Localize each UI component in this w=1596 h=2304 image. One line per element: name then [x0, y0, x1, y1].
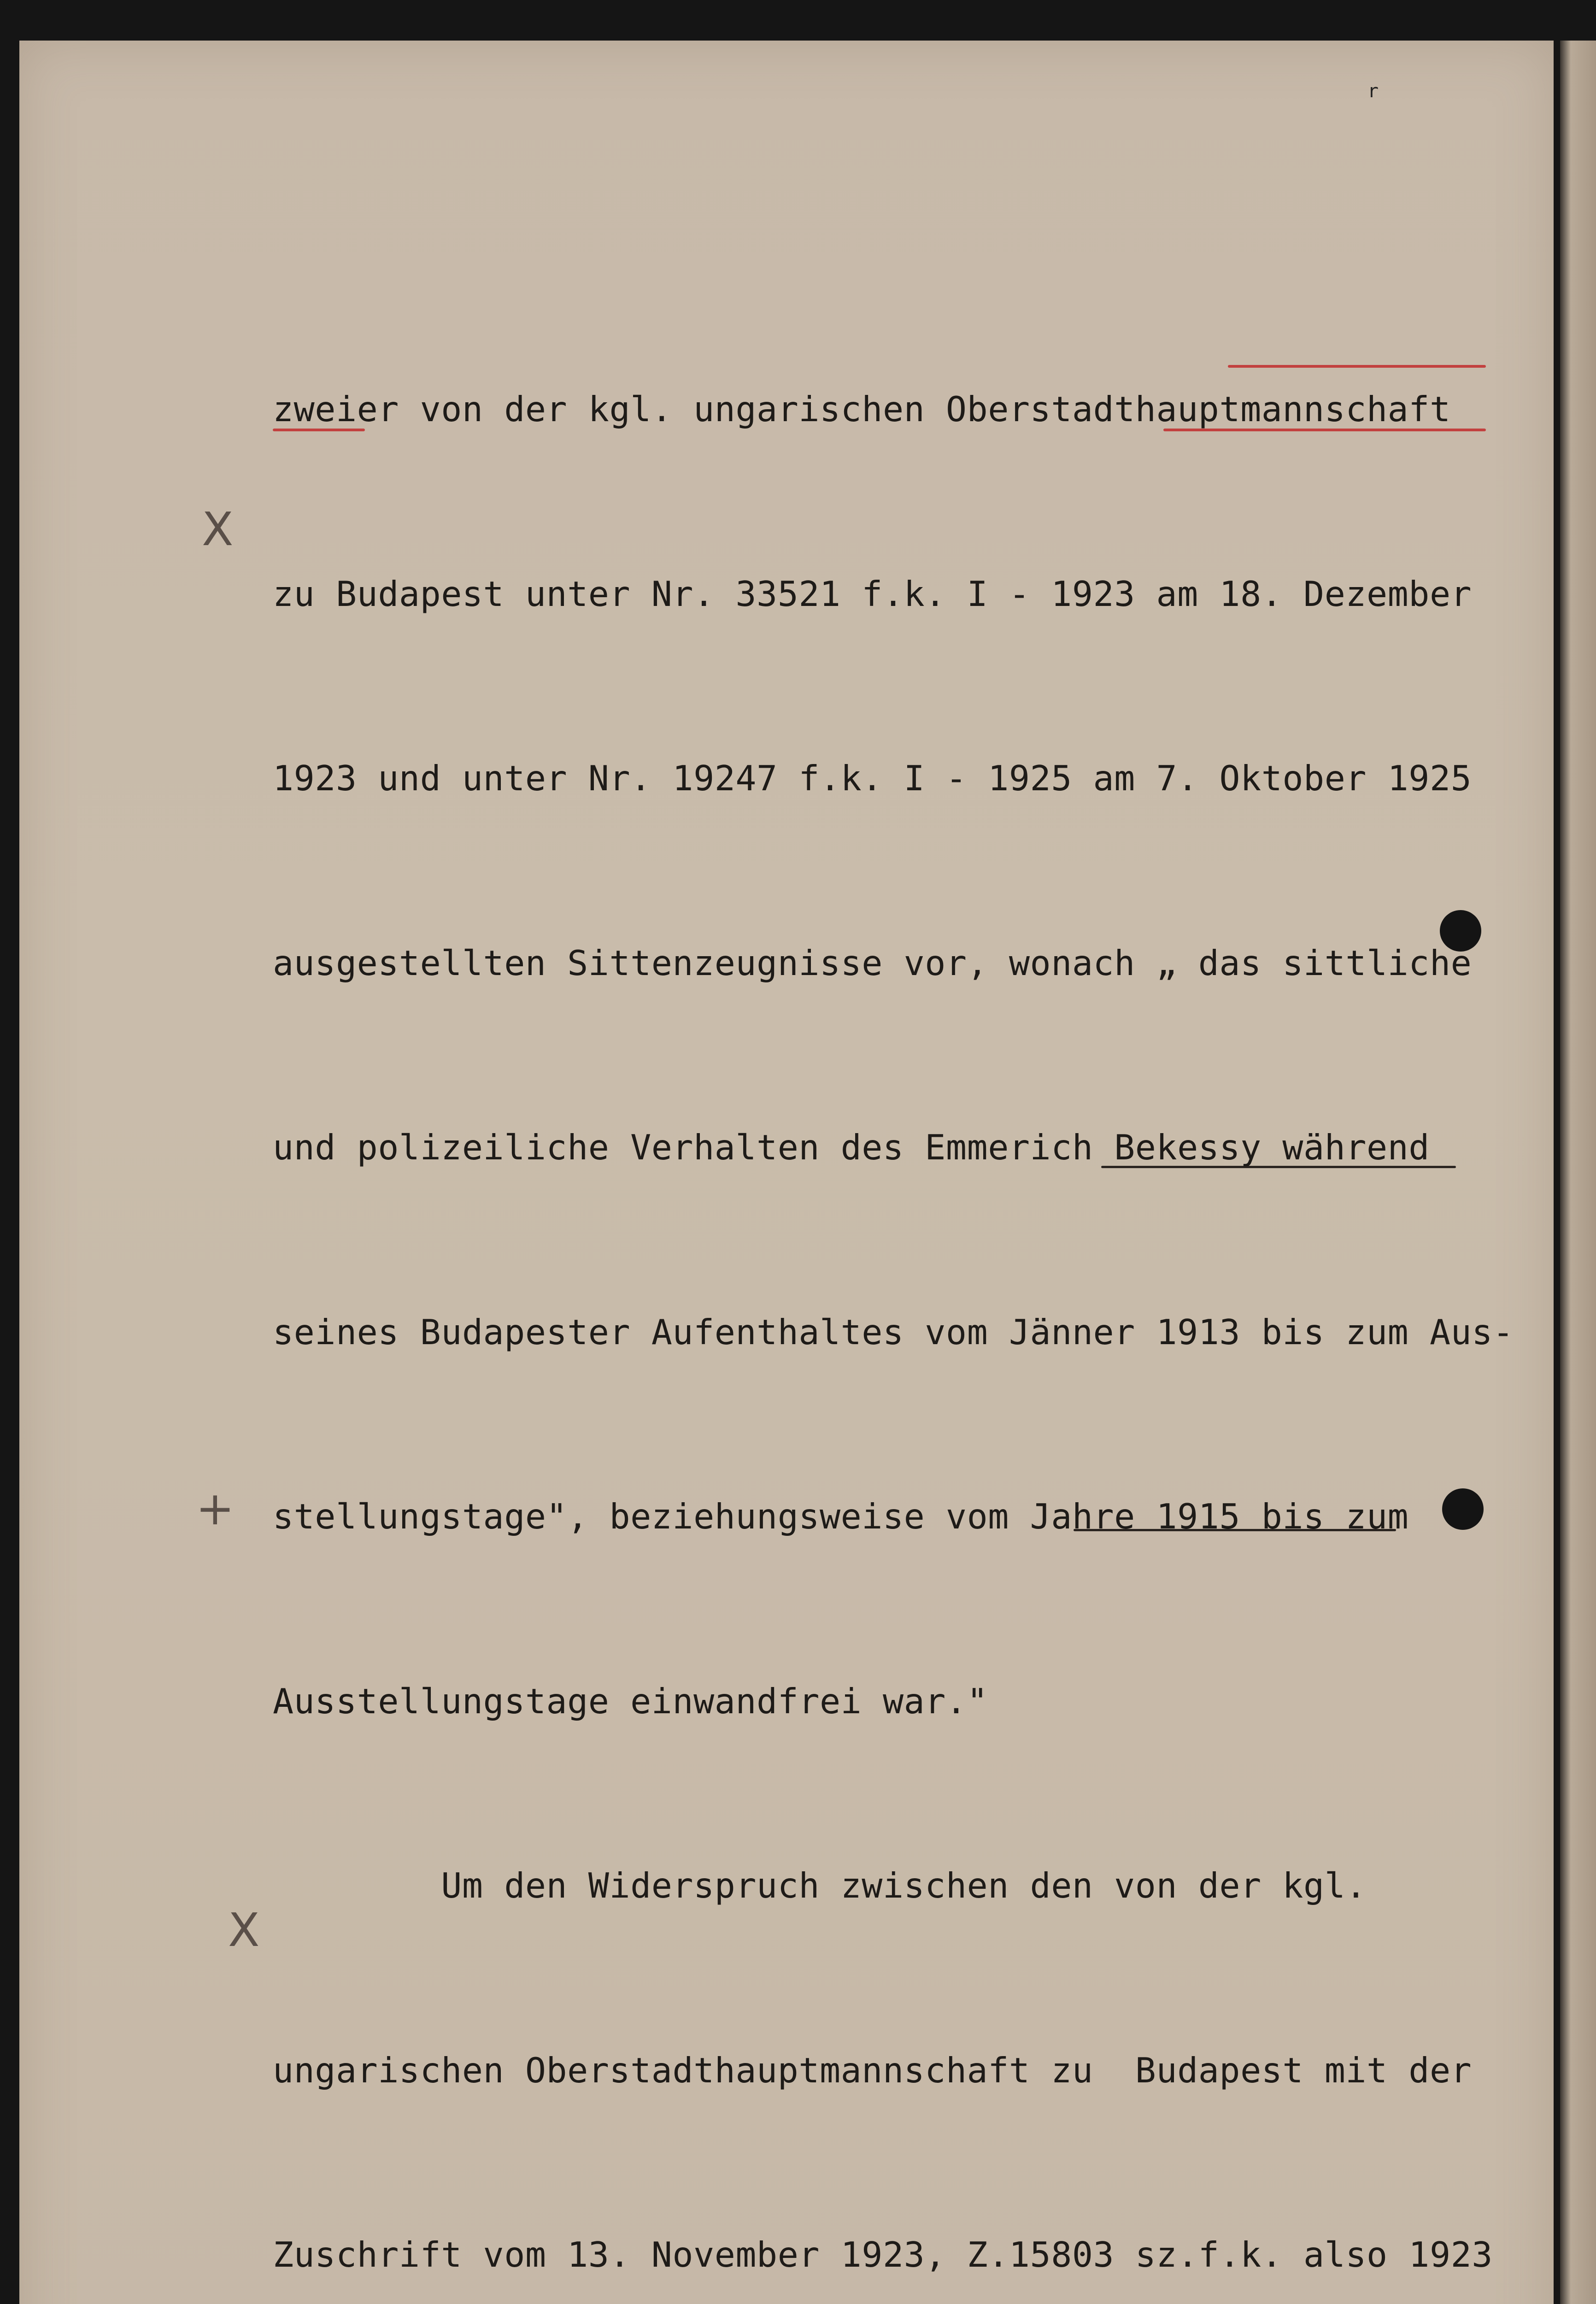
text-line: stellungstage", beziehungsweise vom Jahre 1915 bis zum: [273, 1496, 1409, 1537]
text-line: Um den Widerspruch zwischen den von der kgl.: [273, 1865, 1367, 1906]
text-line: zu Budapest unter Nr. 33521 f.k. I - 1923 am 18. Dezember: [273, 573, 1472, 614]
text-line: ausgestellten Sittenzeugnisse vor, wonach „ das sittliche: [273, 942, 1472, 983]
margin-cross-mark: X: [228, 1903, 260, 1957]
text-line: Zuschrift vom 13. November 1923, Z.15803 sz.f.k. also 1923: [273, 2234, 1493, 2275]
text-line: 1923 und unter Nr. 19247 f.k. I - 1925 am 7. Oktober 1925: [273, 758, 1472, 799]
margin-plus-mark: +: [196, 1481, 235, 1535]
text-line: und polizeiliche Verhalten des Emmerich Bekessy während: [273, 1127, 1430, 1168]
document-body: [273, 256, 1544, 2304]
next-page-edge: [1560, 41, 1596, 2304]
margin-cross-mark: X: [202, 502, 234, 556]
text-line: Ausstellungstage einwandfrei war.": [273, 1681, 988, 1722]
corner-mark: r: [1367, 81, 1379, 102]
text-line: seines Budapester Aufenthaltes vom Jänner 1913 bis zum Aus-: [273, 1311, 1514, 1352]
text-line: zweier von der kgl. ungarischen Oberstadthauptmannschaft: [273, 389, 1451, 429]
text-line: ungarischen Oberstadthauptmannschaft zu Budapest mit der: [273, 2050, 1472, 2091]
